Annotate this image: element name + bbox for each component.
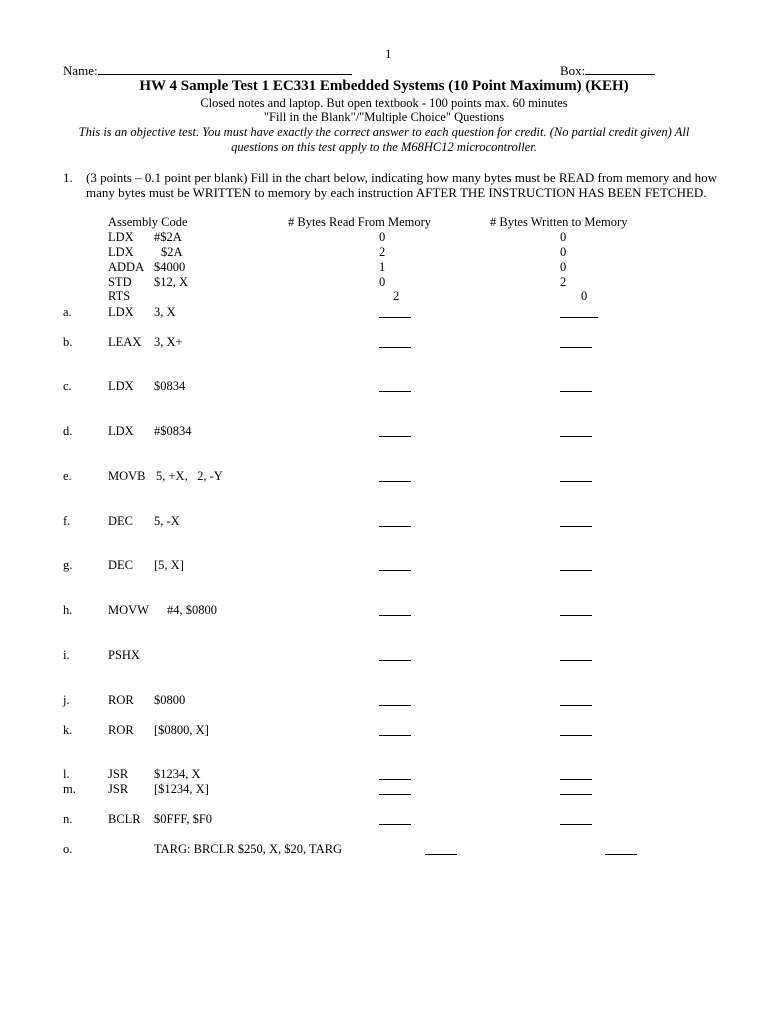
name-blank[interactable] (98, 62, 352, 75)
read-answer-blank[interactable] (379, 723, 411, 736)
header-bytes-written: # Bytes Written to Memory (490, 215, 628, 229)
item-operand: [5, X] (154, 558, 184, 572)
read-answer-blank[interactable] (379, 782, 411, 795)
item-mnemonic: ROR (108, 693, 134, 707)
item-letter: f. (63, 514, 71, 528)
item-letter: g. (63, 558, 73, 572)
example-read: 2 (379, 245, 386, 259)
read-answer-blank[interactable] (379, 379, 411, 392)
item-mnemonic: LDX (108, 305, 134, 319)
written-answer-blank[interactable] (560, 767, 592, 780)
example-operand: $4000 (154, 260, 186, 274)
item-letter: m. (63, 782, 76, 796)
example-written: 0 (560, 260, 567, 274)
item-operand: 3, X (154, 305, 176, 319)
item-letter: i. (63, 648, 70, 662)
box-label: Box: (560, 63, 586, 78)
written-answer-blank[interactable] (560, 723, 592, 736)
item-operand: $0834 (154, 379, 186, 393)
read-answer-blank[interactable] (379, 693, 411, 706)
item-letter: o. (63, 842, 73, 856)
written-answer-blank[interactable] (560, 812, 592, 825)
header-assembly-code: Assembly Code (108, 215, 188, 229)
written-answer-blank[interactable] (560, 648, 592, 661)
example-operand: $12, X (154, 275, 189, 289)
written-answer-blank[interactable] (560, 379, 592, 392)
example-read: 0 (379, 230, 386, 244)
example-mnemonic: STD (108, 275, 132, 289)
read-answer-blank[interactable] (379, 335, 411, 348)
example-operand: $2A (161, 245, 183, 259)
read-answer-blank[interactable] (379, 812, 411, 825)
page-title: HW 4 Sample Test 1 EC331 Embedded Systems (10 Point Maximum) (KEH) (139, 78, 629, 94)
example-written: 0 (560, 245, 567, 259)
item-mnemonic: JSR (108, 767, 129, 781)
example-read: 0 (379, 275, 386, 289)
item-letter: j. (63, 693, 70, 707)
example-operand: #$2A (154, 230, 182, 244)
example-mnemonic: LDX (108, 230, 134, 244)
question-text-line-2: many bytes must be WRITTEN to memory by each instruction AFTER THE INSTRUCTION HAS BEEN FETCHED. (86, 185, 707, 200)
name-field[interactable] (63, 62, 352, 78)
item-mnemonic: LEAX (108, 335, 142, 349)
item-mnemonic: LDX (108, 424, 134, 438)
intro-line-2: questions on this test apply to the M68HC12 microcontroller. (231, 140, 537, 154)
example-written: 0 (560, 230, 567, 244)
item-letter: d. (63, 424, 73, 438)
question-text-line-1: (3 points – 0.1 point per blank) Fill in the chart below, indicating how many bytes must be READ from memory and how (86, 170, 718, 185)
written-answer-blank[interactable] (560, 424, 592, 437)
header-bytes-read: # Bytes Read From Memory (288, 215, 432, 229)
written-answer-blank[interactable] (560, 603, 592, 616)
written-answer-blank[interactable] (560, 335, 592, 348)
read-answer-blank[interactable] (379, 603, 411, 616)
item-operand: $1234, X (154, 767, 201, 781)
example-mnemonic: LDX (108, 245, 134, 259)
item-letter: l. (63, 767, 70, 781)
item-mnemonic: PSHX (108, 648, 140, 662)
intro-line-1: This is an objective test. You must have exactly the correct answer to each question for credit. (No partial credit given) All (78, 125, 690, 139)
item-operand: #4, $0800 (167, 603, 217, 617)
item-operand: #$0834 (154, 424, 192, 438)
written-answer-blank[interactable] (560, 305, 598, 318)
item-operand: [$1234, X] (154, 782, 209, 796)
example-read: 2 (393, 289, 400, 303)
item-letter: h. (63, 603, 73, 617)
item-mnemonic: ROR (108, 723, 134, 737)
item-mnemonic: BCLR (108, 812, 141, 826)
item-letter: a. (63, 305, 72, 319)
item-operand: [$0800, X] (154, 723, 209, 737)
written-answer-blank[interactable] (560, 469, 592, 482)
item-mnemonic: DEC (108, 558, 133, 572)
item-letter: b. (63, 335, 73, 349)
item-mnemonic: MOVB (108, 469, 146, 483)
item-mnemonic: DEC (108, 514, 133, 528)
item-operand: 3, X+ (154, 335, 183, 349)
item-letter: k. (63, 723, 73, 737)
read-answer-blank[interactable] (379, 469, 411, 482)
example-written: 2 (560, 275, 567, 289)
written-answer-blank[interactable] (560, 514, 592, 527)
example-read: 1 (379, 260, 386, 274)
subtitle-rules: Closed notes and laptop. But open textbook - 100 points max. 60 minutes (200, 96, 568, 110)
item-letter: e. (63, 469, 72, 483)
example-mnemonic: ADDA (108, 260, 145, 274)
item-mnemonic: JSR (108, 782, 129, 796)
item-mnemonic: LDX (108, 379, 134, 393)
written-answer-blank[interactable] (560, 693, 592, 706)
example-mnemonic: RTS (108, 289, 131, 303)
subtitle-format: "Fill in the Blank"/"Multiple Choice" Questions (263, 110, 505, 124)
item-mnemonic: MOVW (108, 603, 149, 617)
read-answer-blank[interactable] (379, 558, 411, 571)
item-letter: n. (63, 812, 73, 826)
read-answer-blank[interactable] (425, 842, 457, 855)
name-label: Name: (63, 63, 98, 78)
item-letter: c. (63, 379, 72, 393)
box-blank[interactable] (585, 62, 655, 75)
example-written: 0 (581, 289, 588, 303)
item-operand: TARG: BRCLR $250, X, $20, TARG (154, 842, 343, 856)
written-answer-blank[interactable] (560, 558, 592, 571)
item-operand: 5, +X, 2, -Y (156, 469, 223, 483)
item-operand: $0FFF, $F0 (154, 812, 213, 826)
page-number: 1 (385, 46, 392, 61)
written-answer-blank[interactable] (605, 842, 637, 855)
read-answer-blank[interactable] (379, 648, 411, 661)
read-answer-blank[interactable] (379, 305, 411, 318)
written-answer-blank[interactable] (560, 782, 592, 795)
read-answer-blank[interactable] (379, 767, 411, 780)
box-field[interactable] (560, 62, 655, 78)
question-number: 1. (63, 170, 73, 185)
read-answer-blank[interactable] (379, 514, 411, 527)
item-operand: $0800 (154, 693, 186, 707)
read-answer-blank[interactable] (379, 424, 411, 437)
item-operand: 5, -X (154, 514, 180, 528)
